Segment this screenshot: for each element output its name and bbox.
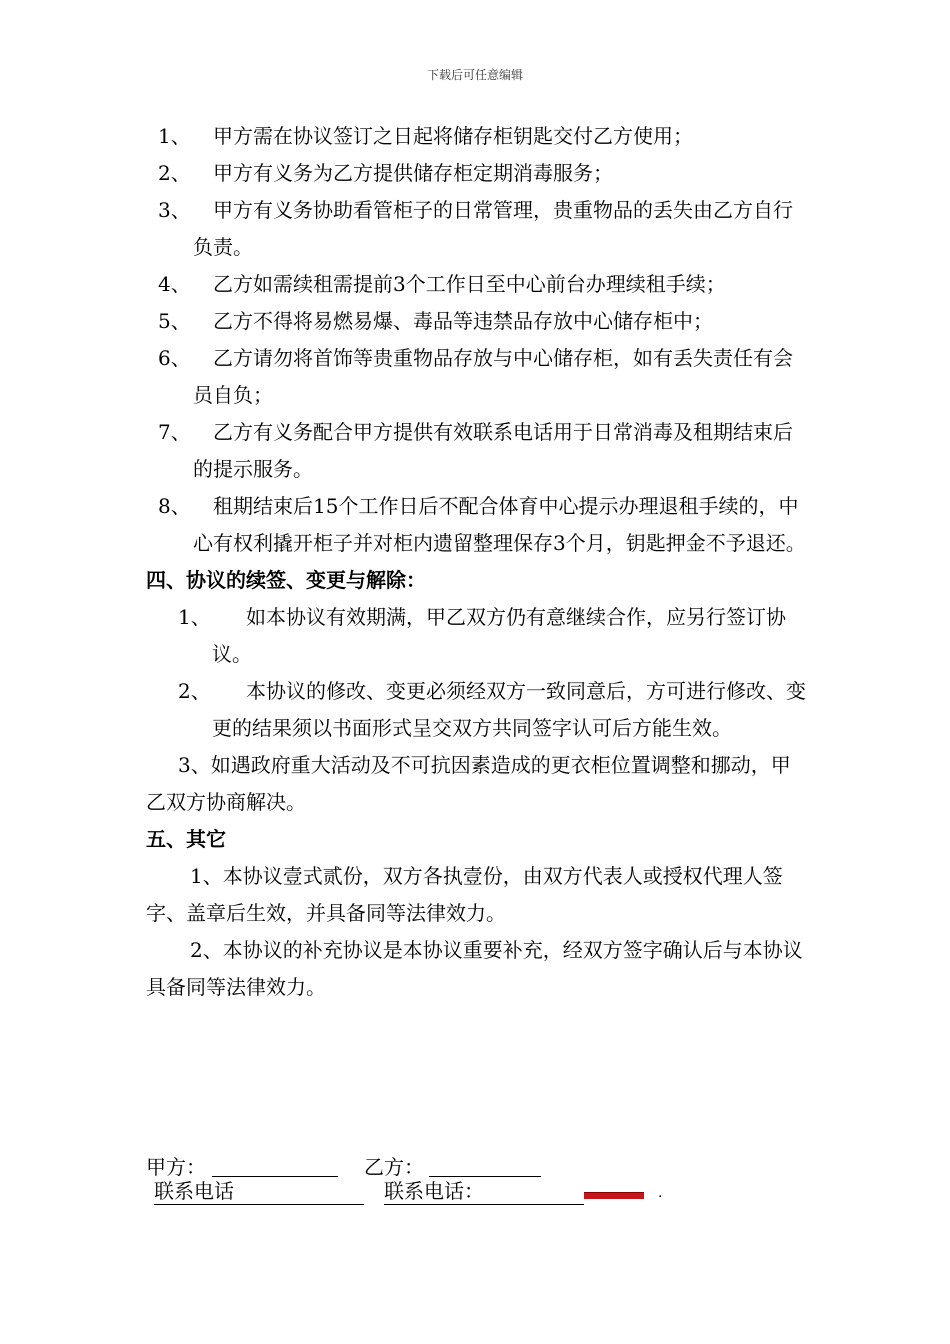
list-item: 2、 本协议的修改、变更必须经双方一致同意后，方可进行修改、变更的结果须以书面形式呈交双方共同签字认可后方能生效。 [178, 679, 806, 740]
list-item: 6、 乙方请勿将首饰等贵重物品存放与中心储存柜，如有丢失责任有会员自负； [158, 346, 793, 407]
party-a-label: 甲方： [146, 1155, 206, 1179]
list-item: 7、 乙方有义务配合甲方提供有效联系电话用于日常消毒及租期结束后的提示服务。 [158, 420, 793, 481]
section-5-title: 五、其它 [146, 827, 226, 851]
party-b-label: 乙方： [364, 1155, 424, 1179]
list-item: 2、 甲方有义务为乙方提供储存柜定期消毒服务； [158, 161, 613, 185]
paragraph: 1、本协议壹式贰份，双方各执壹份，由双方代表人或授权代理人签字、盖章后生效，并具备同等法律效力。 [146, 864, 783, 925]
list-item: 1、 如本协议有效期满，甲乙双方仍有意继续合作，应另行签订协议。 [178, 605, 786, 666]
phone-a-label: 联系电话 [154, 1178, 364, 1205]
page-header: 下载后可任意编辑 [426, 68, 523, 82]
paragraph: 3、如遇政府重大活动及不可抗因素造成的更衣柜位置调整和挪动，甲乙双方协商解决。 [146, 753, 791, 814]
list-item: 1、 甲方需在协议签订之日起将储存柜钥匙交付乙方使用； [158, 124, 693, 148]
list-item: 8、 租期结束后15个工作日后不配合体育中心提示办理退租手续的，中心有权利撬开柜子并对柜内遗留整理保存3个月，钥匙押金不予退还。 [158, 494, 806, 555]
red-mark [584, 1192, 644, 1199]
signature-block [146, 1152, 808, 1206]
document-body [146, 118, 808, 1006]
list-item: 3、 甲方有义务协助看管柜子的日常管理，贵重物品的丢失由乙方自行负责。 [158, 198, 793, 259]
list-item: 4、 乙方如需续租需提前3个工作日至中心前台办理续租手续； [158, 272, 726, 296]
section-4-title: 四、协议的续签、变更与解除： [146, 568, 426, 592]
party-a-signature-line [212, 1152, 338, 1177]
paragraph: 2、本协议的补充协议是本协议重要补充，经双方签字确认后与本协议具备同等法律效力。 [146, 938, 803, 999]
trailing-dot: . [658, 1185, 663, 1201]
list-item: 5、 乙方不得将易燃易爆、毒品等违禁品存放中心储存柜中； [158, 309, 713, 333]
party-b-signature-line [429, 1152, 541, 1177]
phone-b-label: 联系电话： [384, 1178, 584, 1205]
